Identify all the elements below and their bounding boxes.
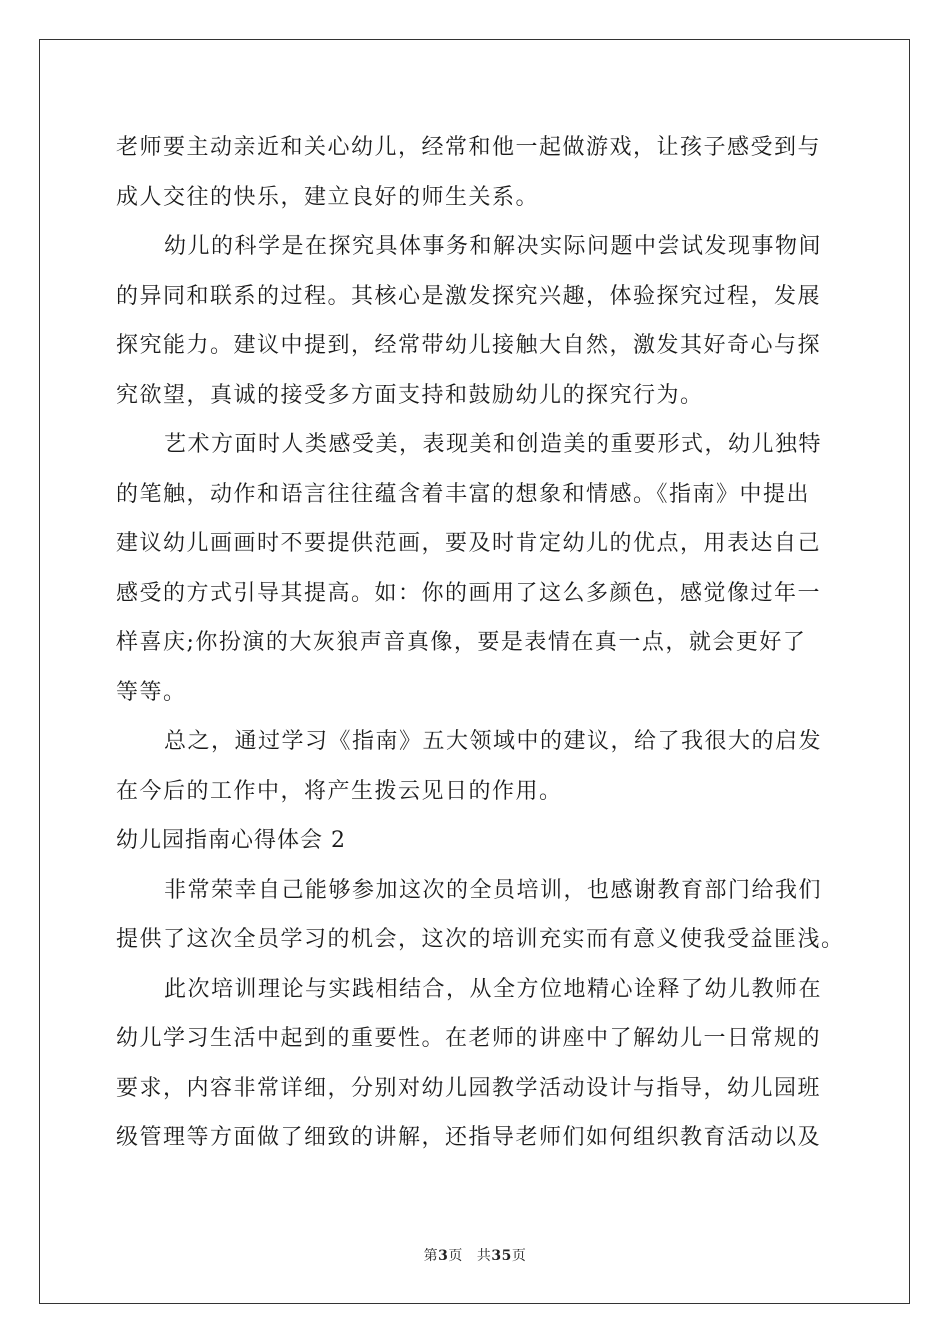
section-heading: 幼儿园指南心得体会 2 — [116, 828, 346, 853]
text-line: 的异同和联系的过程。其核心是激发探究兴趣，体验探究过程，发展 — [116, 283, 822, 309]
total-prefix: 共 — [476, 1248, 492, 1264]
paragraph-start-line: 幼儿的科学是在探究具体事务和解决实际问题中尝试发现事物间 — [164, 234, 823, 259]
paragraph-start-line: 非常荣幸自己能够参加这次的全员培训，也感谢教育部门给我们 — [164, 877, 823, 903]
page-footer — [0, 1245, 950, 1265]
text-line: 提供了这次全员学习的机会，这次的培训充实而有意义使我受益匪浅。 — [116, 927, 845, 952]
paragraph-start-line: 艺术方面时人类感受美，表现美和创造美的重要形式，幼儿独特 — [164, 432, 823, 457]
page-prefix: 第 — [423, 1248, 439, 1264]
text-line: 样喜庆;你扮演的大灰狼声音真像，要是表情在真一点，就会更好了 — [116, 630, 807, 655]
total-pages: 35 — [491, 1248, 512, 1264]
text-line: 等等。 — [116, 679, 187, 705]
paragraph-start-line: 此次培训理论与实践相结合，从全方位地精心诠释了幼儿教师在 — [164, 976, 823, 1002]
text-line: 要求，内容非常详细，分别对幼儿园教学活动设计与指导，幼儿园班 — [116, 1075, 822, 1101]
text-line: 建议幼儿画画时不要提供范画，要及时肯定幼儿的优点，用表达自己 — [116, 531, 822, 556]
text-line: 探究能力。建议中提到，经常带幼儿接触大自然，激发其好奇心与探 — [116, 333, 822, 358]
text-line: 在今后的工作中，将产生拨云见日的作用。 — [116, 778, 563, 804]
text-line: 幼儿学习生活中起到的重要性。在老师的讲座中了解幼儿一日常规的 — [116, 1026, 822, 1051]
document-body — [116, 123, 845, 1163]
text-line: 的笔触，动作和语言往往蕴含着丰富的想象和情感。《指南》中提出 — [116, 481, 811, 507]
text-line: 感受的方式引导其提高。如：你的画用了这么多颜色，感觉像过年一 — [116, 580, 822, 606]
text-line: 成人交往的快乐，建立良好的师生关系。 — [116, 184, 540, 210]
page-suffix: 页 — [448, 1248, 463, 1264]
total-suffix: 页 — [511, 1248, 527, 1264]
page-number: 3 — [438, 1248, 449, 1264]
paragraph-start-line: 总之，通过学习《指南》五大领域中的建议，给了我很大的启发 — [164, 729, 823, 754]
text-line: 级管理等方面做了细致的讲解，还指导老师们如何组织教育活动以及 — [116, 1125, 822, 1150]
text-line: 老师要主动亲近和关心幼儿，经常和他一起做游戏，让孩子感受到与 — [116, 135, 822, 160]
text-line: 究欲望，真诚的接受多方面支持和鼓励幼儿的探究行为。 — [116, 382, 704, 408]
